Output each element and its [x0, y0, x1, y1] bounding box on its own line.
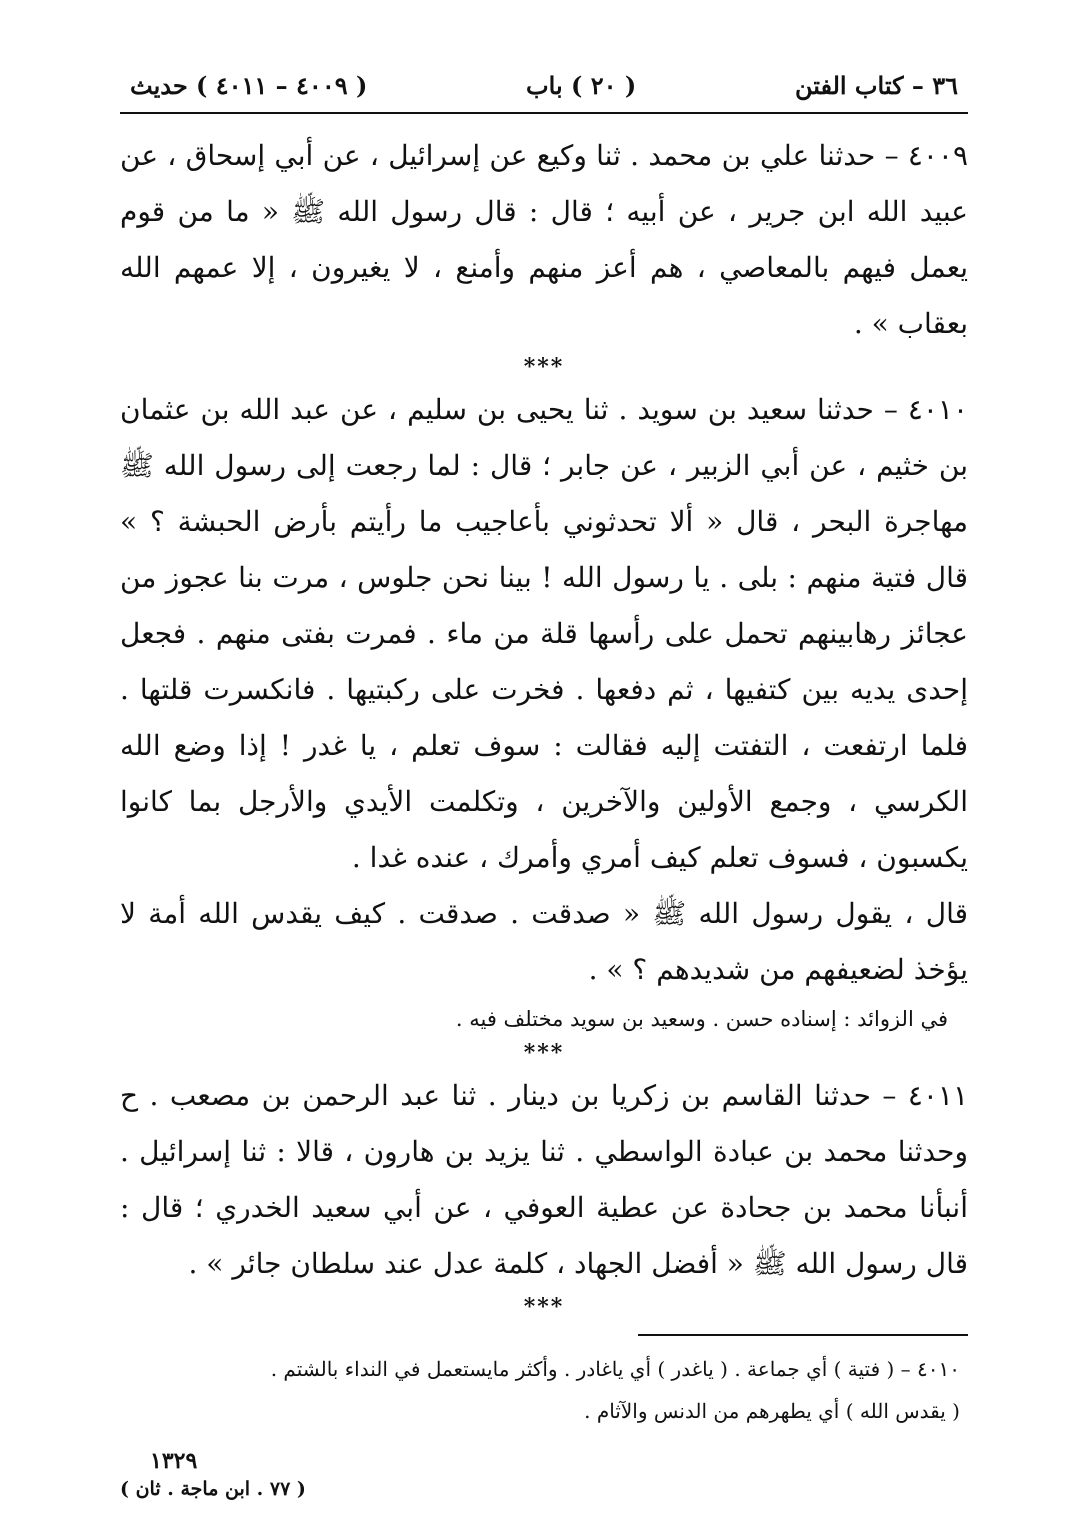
zawaid-note: في الزوائد : إسناده حسن . وسعيد بن سويد مختلف فيه .: [455, 1007, 948, 1031]
printer-signature: ( ٧٧ . ابن ماجة . ثان ): [120, 1478, 306, 1500]
header-chapter: ٣٦ – كتاب الفتن: [794, 70, 958, 100]
hadith-4010: ٤٠١٠ – حدثنا سعيد بن سويد . ثنا يحيى بن سليم ، عن عبد الله بن عثمان بن خثيم ، عن أبي الزبير ، عن جابر ؛ قال : لما رجعت إلى رسول الله ﷺ مهاجرة البحر ، قال « ألا تحدثوني بأعاجيب ما رأيتم بأرض الحبشة ؟ » قال فتية منهم : بلى . يا رسول الله ! بينا نحن جلوس ، مرت بنا عجوز من عجائز رهابينهم تحمل على رأسها قلة من ماء . فمرت بفتى منهم . فجعل إحدى يديه بين كتفيها ، ثم دفعها . فخرت على ركبتيها . فانكسرت قلتها . فلما ارتفعت ، التفتت إليه فقالت : سوف تعلم ، يا غدر ! إذا وضع الله الكرسي ، وجمع الأولين والآخرين ، وتكلمت الأيدي والأرجل بما كانوا يكسبون ، فسوف تعلم كيف أمري وأمرك ، عنده غدا .: [120, 393, 969, 874]
footnote-rule: [638, 1334, 968, 1336]
page-body: [120, 60, 968, 1432]
footnote: ٤٠١٠ – ( فتية ) أي جماعة . ( ياغدر ) أي ياغادر . وأكثر مايستعمل في النداء بالشتم .: [270, 1357, 960, 1381]
header-section: ( ٢٠ ) باب: [526, 70, 637, 100]
separator-stars: ***: [523, 1040, 565, 1066]
hadith-4010-continuation: قال ، يقول رسول الله ﷺ « صدقت . صدقت . كيف يقدس الله أمة لا يؤخذ لضعيفهم من شديدهم ؟ » .: [120, 897, 968, 986]
page-number: ١٣٢٩: [150, 1448, 198, 1474]
hadith-4011: ٤٠١١ – حدثنا القاسم بن زكريا بن دينار . ثنا عبد الرحمن بن مصعب . ح وحدثنا محمد بن عبادة الواسطي . ثنا يزيد بن هارون ، قالا : ثنا إسرائيل . أنبأنا محمد بن جحادة عن عطية العوفي ، عن أبي سعيد الخدري ؛ قال : قال رسول الله ﷺ « أفضل الجهاد ، كلمة عدل عند سلطان جائر » .: [120, 1079, 968, 1280]
header-rule: [120, 112, 968, 114]
separator-stars: ***: [523, 1294, 565, 1320]
running-header: [120, 60, 968, 110]
hadith-4009: ٤٠٠٩ – حدثنا علي بن محمد . ثنا وكيع عن إسرائيل ، عن أبي إسحاق ، عن عبيد الله ابن جرير ، عن أبيه ؛ قال : قال رسول الله ﷺ « ما من قوم يعمل فيهم بالمعاصي ، هم أعز منهم وأمنع ، لا يغيرون ، إلا عمهم الله بعقاب » .: [120, 139, 968, 340]
header-hadith-range: ( ٤٠٠٩ – ٤٠١١ ) حديث: [130, 70, 368, 100]
footnote: ( يقدس الله ) أي يطهرهم من الدنس والآثام .: [584, 1399, 960, 1423]
separator-stars: ***: [523, 354, 565, 380]
